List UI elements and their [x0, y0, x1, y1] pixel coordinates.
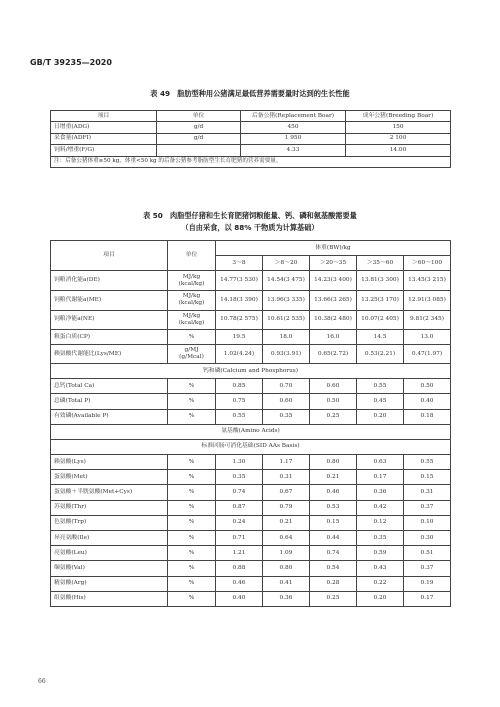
row-label: 有效磷(Available P) [51, 409, 168, 424]
table-row [51, 271, 451, 291]
weight-range-header: ＞60～100 [404, 256, 451, 271]
row-value: 0.71 [216, 531, 263, 546]
row-value: 0.50 [310, 394, 357, 409]
row-label: 蛋氨酸(Met) [51, 470, 168, 485]
row-unit: % [168, 409, 216, 424]
row-value: 14.18(3 390) [216, 290, 263, 310]
row-label: 赖氨酸(Lys) [51, 455, 168, 470]
row-value: 0.12 [357, 515, 404, 530]
row-value: 0.75 [216, 394, 263, 409]
row-unit: % [168, 470, 216, 485]
row-value: 0.46 [216, 576, 263, 591]
table-49-note: 注：后备公猪体重≥50 kg，体重<50 kg 的后备公猪参考脂肪型生长育肥猪的营养需要量。 [51, 156, 451, 167]
row-label: 饲粮净能a(NE) [51, 310, 168, 330]
row-value: 0.88 [216, 561, 263, 576]
row-value: 0.43 [357, 561, 404, 576]
row-unit: % [168, 379, 216, 394]
row-unit: % [168, 394, 216, 409]
table-49-caption: 表 49 脂肪型种用公猪满足最低营养需要量时达到的生长性能 [150, 89, 350, 98]
row-label: 总钙(Total Ca) [51, 379, 168, 394]
table-row [51, 409, 451, 424]
unit-line: (kcal/kg) [178, 300, 205, 307]
page-number: 66 [38, 678, 46, 685]
row-label: 粗蛋白质(CP) [51, 330, 168, 345]
row-value: 0.55 [216, 409, 263, 424]
table-row [51, 122, 451, 133]
row-value: 0.25 [310, 591, 357, 606]
unit-line: (kcal/kg) [178, 319, 205, 326]
row-unit: % [168, 455, 216, 470]
table-row [51, 591, 451, 606]
row-value: 14.77(3 530) [216, 271, 263, 291]
row-value: 10.07(2 405) [357, 310, 404, 330]
weight-range-header: ＞8～20 [263, 256, 310, 271]
row-value: 9.81(2 345) [404, 310, 451, 330]
row-label: 苏氨酸(Thr) [51, 500, 168, 515]
table-row [51, 394, 451, 409]
row-value: 0.17 [404, 591, 451, 606]
row-value: 0.60 [263, 394, 310, 409]
row-value: 0.19 [404, 576, 451, 591]
table-49-header-replacement-boar: 后备公猪(Replacement Boar) [241, 111, 346, 122]
row-unit [168, 345, 216, 364]
row-value: 0.51 [404, 546, 451, 561]
row-unit [168, 310, 216, 330]
row-value: 13.81(3 300) [357, 271, 404, 291]
row-value: 0.93(3.91) [263, 345, 310, 364]
row-value: 0.50 [404, 379, 451, 394]
row-unit: g/d [157, 133, 241, 144]
row-unit: % [168, 500, 216, 515]
row-value: 0.74 [310, 546, 357, 561]
row-value: 0.30 [404, 531, 451, 546]
row-unit: % [168, 531, 216, 546]
row-value: 0.40 [404, 394, 451, 409]
row-value: 0.18 [404, 409, 451, 424]
row-value: 0.35 [263, 409, 310, 424]
row-value: 0.37 [404, 500, 451, 515]
table-row [51, 576, 451, 591]
row-value: 13.45(3 215) [404, 271, 451, 291]
table-row [51, 485, 451, 500]
row-value: 0.55 [357, 379, 404, 394]
row-value: 0.55 [404, 455, 451, 470]
row-value: 0.24 [216, 515, 263, 530]
row-value: 10.78(2 575) [216, 310, 263, 330]
row-label: 饲料/增重(F/G) [51, 145, 157, 156]
row-value: 0.21 [263, 515, 310, 530]
unit-line: (g/Mcal) [179, 354, 204, 361]
row-value: 0.65(2.72) [310, 345, 357, 364]
row-value: 0.10 [404, 515, 451, 530]
table-row [51, 455, 451, 470]
row-value: 1.30 [216, 455, 263, 470]
row-value: 2 100 [346, 133, 451, 144]
row-label: 日增重(ADG) [51, 122, 157, 133]
table-row [51, 546, 451, 561]
row-value: 16.0 [310, 330, 357, 345]
row-value: 0.31 [263, 470, 310, 485]
table-50-header-body-weight: 体重(BW)/kg [216, 241, 451, 256]
row-value: 1.02(4.24) [216, 345, 263, 364]
row-label: 精氨酸(Arg) [51, 576, 168, 591]
row-value: 0.35 [357, 531, 404, 546]
row-value: 0.45 [357, 394, 404, 409]
row-value: 0.54 [310, 561, 357, 576]
standard-number: GB/T 39235—2020 [30, 58, 112, 67]
row-label: 采食量(ADFI) [51, 133, 157, 144]
row-value: 1 950 [241, 133, 346, 144]
row-value: 0.67 [263, 485, 310, 500]
row-label: 蛋氨酸＋半胱氨酸(Met+Cys) [51, 485, 168, 500]
row-unit: % [168, 515, 216, 530]
row-unit [157, 145, 241, 156]
row-unit: % [168, 330, 216, 345]
row-label: 饲粮代谢能a(ME) [51, 290, 168, 310]
row-unit: % [168, 576, 216, 591]
row-label: 赖氨酸代谢能比(Lys/ME) [51, 345, 168, 364]
table-row [51, 531, 451, 546]
row-value: 0.64 [263, 531, 310, 546]
row-unit: % [168, 546, 216, 561]
row-value: 0.47(1.97) [404, 345, 451, 364]
row-value: 0.35 [216, 470, 263, 485]
table-row [51, 145, 451, 156]
table-row [51, 330, 451, 345]
row-value: 14.5 [357, 330, 404, 345]
row-value: 0.53 [310, 500, 357, 515]
row-value: 13.66(3 265) [310, 290, 357, 310]
row-value: 0.63 [357, 455, 404, 470]
table-row [51, 345, 451, 364]
unit-line: g/MJ [184, 347, 199, 354]
row-unit: g/d [157, 122, 241, 133]
row-value: 0.20 [357, 591, 404, 606]
row-value: 0.53(2.21) [357, 345, 404, 364]
row-value: 450 [241, 122, 346, 133]
row-value: 0.41 [263, 576, 310, 591]
row-value: 0.25 [310, 409, 357, 424]
row-value: 0.40 [216, 591, 263, 606]
row-label: 缬氨酸(Val) [51, 561, 168, 576]
weight-range-header: ＞35～60 [357, 256, 404, 271]
row-value: 10.61(2 535) [263, 310, 310, 330]
row-value: 0.79 [263, 500, 310, 515]
unit-line: MJ/kg [182, 273, 201, 280]
row-value: 0.80 [263, 561, 310, 576]
unit-line: MJ/kg [182, 312, 201, 319]
row-value: 13.25(3 170) [357, 290, 404, 310]
row-value: 10.38(2 480) [310, 310, 357, 330]
table-50-header-item: 项目 [51, 241, 168, 271]
row-value: 14.23(3 400) [310, 271, 357, 291]
row-value: 0.46 [310, 485, 357, 500]
row-unit [168, 271, 216, 291]
row-value: 1.21 [216, 546, 263, 561]
row-label: 亮氨酸(Leu) [51, 546, 168, 561]
table-49-header-item: 项目 [51, 111, 157, 122]
section-title-calcium-phosphorus: 钙和磷(Calcium and Phosphorus) [51, 363, 451, 378]
row-label: 饲粮消化能a(DE) [51, 271, 168, 291]
row-value: 0.37 [404, 561, 451, 576]
row-unit [168, 290, 216, 310]
row-value: 0.36 [263, 591, 310, 606]
table-50-header-unit: 单位 [168, 241, 216, 271]
row-label: 组氨酸(His) [51, 591, 168, 606]
row-value: 13.96(3 335) [263, 290, 310, 310]
row-value: 0.21 [310, 470, 357, 485]
row-value: 0.74 [216, 485, 263, 500]
row-value: 4.33 [241, 145, 346, 156]
row-value: 0.85 [216, 379, 263, 394]
row-value: 0.28 [310, 576, 357, 591]
table-row [51, 379, 451, 394]
row-value: 0.70 [263, 379, 310, 394]
table-row [51, 290, 451, 310]
section-title-amino-acids: 氨基酸(Amino Acids) [51, 424, 451, 439]
table-50 [50, 240, 451, 607]
row-value: 14.54(3 475) [263, 271, 310, 291]
row-unit: % [168, 591, 216, 606]
row-value: 14.00 [346, 145, 451, 156]
row-value: 1.17 [263, 455, 310, 470]
section-subtitle-sid-basis: 标准回肠可消化基础(SID AAs Basis) [51, 439, 451, 454]
table-50-subcaption: （自由采食，以 88% 干物质为计算基础） [181, 223, 319, 232]
table-49-header-unit: 单位 [157, 111, 241, 122]
row-value: 13.0 [404, 330, 451, 345]
row-value: 0.15 [310, 515, 357, 530]
row-label: 总磷(Total P) [51, 394, 168, 409]
row-label: 色氨酸(Trp) [51, 515, 168, 530]
row-value: 0.87 [216, 500, 263, 515]
row-value: 1.09 [263, 546, 310, 561]
row-value: 0.44 [310, 531, 357, 546]
row-value: 19.5 [216, 330, 263, 345]
table-49 [50, 110, 451, 168]
table-50-caption: 表 50 肉脂型仔猪和生长育肥猪饲粮能量、钙、磷和氨基酸需要量 [143, 211, 357, 220]
table-row [51, 310, 451, 330]
row-value: 0.36 [357, 485, 404, 500]
row-value: 0.17 [357, 470, 404, 485]
row-value: 0.42 [357, 500, 404, 515]
row-unit: % [168, 485, 216, 500]
table-row [51, 561, 451, 576]
table-row [51, 133, 451, 144]
row-value: 0.80 [310, 455, 357, 470]
table-49-header-breeding-boar: 成年公猪(Breeding Boar) [346, 111, 451, 122]
row-value: 0.31 [404, 485, 451, 500]
row-value: 150 [346, 122, 451, 133]
weight-range-header: ＞20～35 [310, 256, 357, 271]
table-row [51, 515, 451, 530]
table-row [51, 470, 451, 485]
row-value: 12.91(3 085) [404, 290, 451, 310]
unit-line: MJ/kg [182, 293, 201, 300]
row-value: 0.15 [404, 470, 451, 485]
row-label: 异亮氨酸(Ile) [51, 531, 168, 546]
row-value: 0.60 [310, 379, 357, 394]
row-value: 0.22 [357, 576, 404, 591]
row-value: 0.59 [357, 546, 404, 561]
unit-line: (kcal/kg) [178, 280, 205, 287]
row-value: 18.0 [263, 330, 310, 345]
row-value: 0.20 [357, 409, 404, 424]
row-unit: % [168, 561, 216, 576]
table-row [51, 500, 451, 515]
weight-range-header: 3～8 [216, 256, 263, 271]
